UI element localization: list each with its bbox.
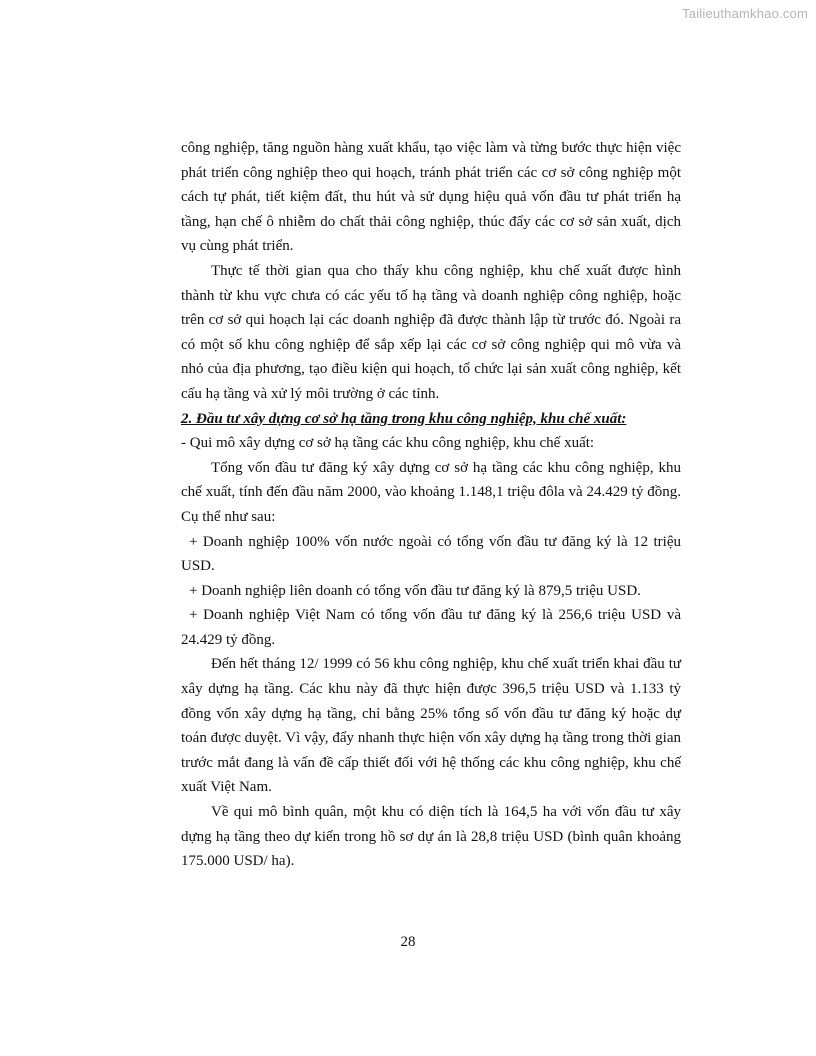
dash-item: - Qui mô xây dựng cơ sở hạ tầng các khu công nghiệp, khu chế xuất: [181, 435, 595, 452]
page-body [181, 136, 681, 874]
plus-item-2: + Doanh nghiệp liên doanh có tổng vốn đầu tư đăng ký là 879,5 triệu USD. [189, 582, 641, 599]
paragraph-1: công nghiệp, tăng nguồn hàng xuất khẩu, tạo việc làm và từng bước thực hiện việc phát triển công nghiệp theo qui hoạch, tránh phát triển các cơ sở công nghiệp một cách tự phát, tiết kiệm đất, thu hút và sử dụng hiệu quả vốn đầu tư phát triển hạ tầng, hạn chế ô nhiễm do chất thải công nghiệp, thúc đẩy các cơ sở sản xuất, dịch vụ cùng phát triển. [181, 140, 681, 255]
paragraph-2: Thực tế thời gian qua cho thấy khu công nghiệp, khu chế xuất được hình thành từ khu vực chưa có các yếu tố hạ tầng và doanh nghiệp công nghiệp, hoặc trên cơ sở qui hoạch lại các doanh nghiệp đã được thành lập từ trước đó. Ngoài ra có một số khu công nghiệp để sắp xếp lại các cơ sở công nghiệp qui mô vừa và nhỏ của địa phương, tạo điều kiện qui hoạch, tổ chức lại sản xuất công nghiệp, kết cấu hạ tầng và xử lý môi trường ở các tỉnh. [181, 262, 681, 402]
page-number: 28 [400, 934, 416, 950]
paragraph-5: Về qui mô bình quân, một khu có diện tích là 164,5 ha với vốn đầu tư xây dựng hạ tầng theo dự kiến trong hồ sơ dự án là 28,8 triệu USD (bình quân khoảng 175.000 USD/ ha). [181, 804, 681, 870]
plus-item-3: + Doanh nghiệp Việt Nam có tổng vốn đầu tư đăng ký là 256,6 triệu USD và 24.429 tỷ đồng. [181, 607, 681, 648]
paragraph-3: Tổng vốn đầu tư đăng ký xây dựng cơ sở hạ tầng các khu công nghiệp, khu chế xuất, tính đến đầu năm 2000, vào khoảng 1.148,1 triệu đôla và 24.429 tỷ đồng. Cụ thể như sau: [181, 459, 681, 525]
watermark: Tailieuthamkhao.com [682, 6, 808, 21]
plus-item-1: + Doanh nghiệp 100% vốn nước ngoài có tổng vốn đầu tư đăng ký là 12 triệu USD. [181, 533, 681, 575]
paragraph-4: Đến hết tháng 12/ 1999 có 56 khu công nghiệp, khu chế xuất triển khai đầu tư xây dựng hạ tầng. Các khu này đã thực hiện được 396,5 triệu USD và 1.133 tỷ đồng vốn xây dựng hạ tầng, chỉ bằng 25% tổng số vốn đầu tư đăng ký hoặc dự toán được duyệt. Vì vậy, đẩy nhanh thực hiện vốn xây dựng hạ tầng trong thời gian trước mắt đang là vấn đề cấp thiết đối với hệ thống các khu công nghiệp, khu chế xuất Việt Nam. [181, 656, 681, 796]
section-heading: 2. Đầu tư xây dựng cơ sở hạ tầng trong khu công nghiệp, khu chế xuất: [181, 410, 627, 427]
